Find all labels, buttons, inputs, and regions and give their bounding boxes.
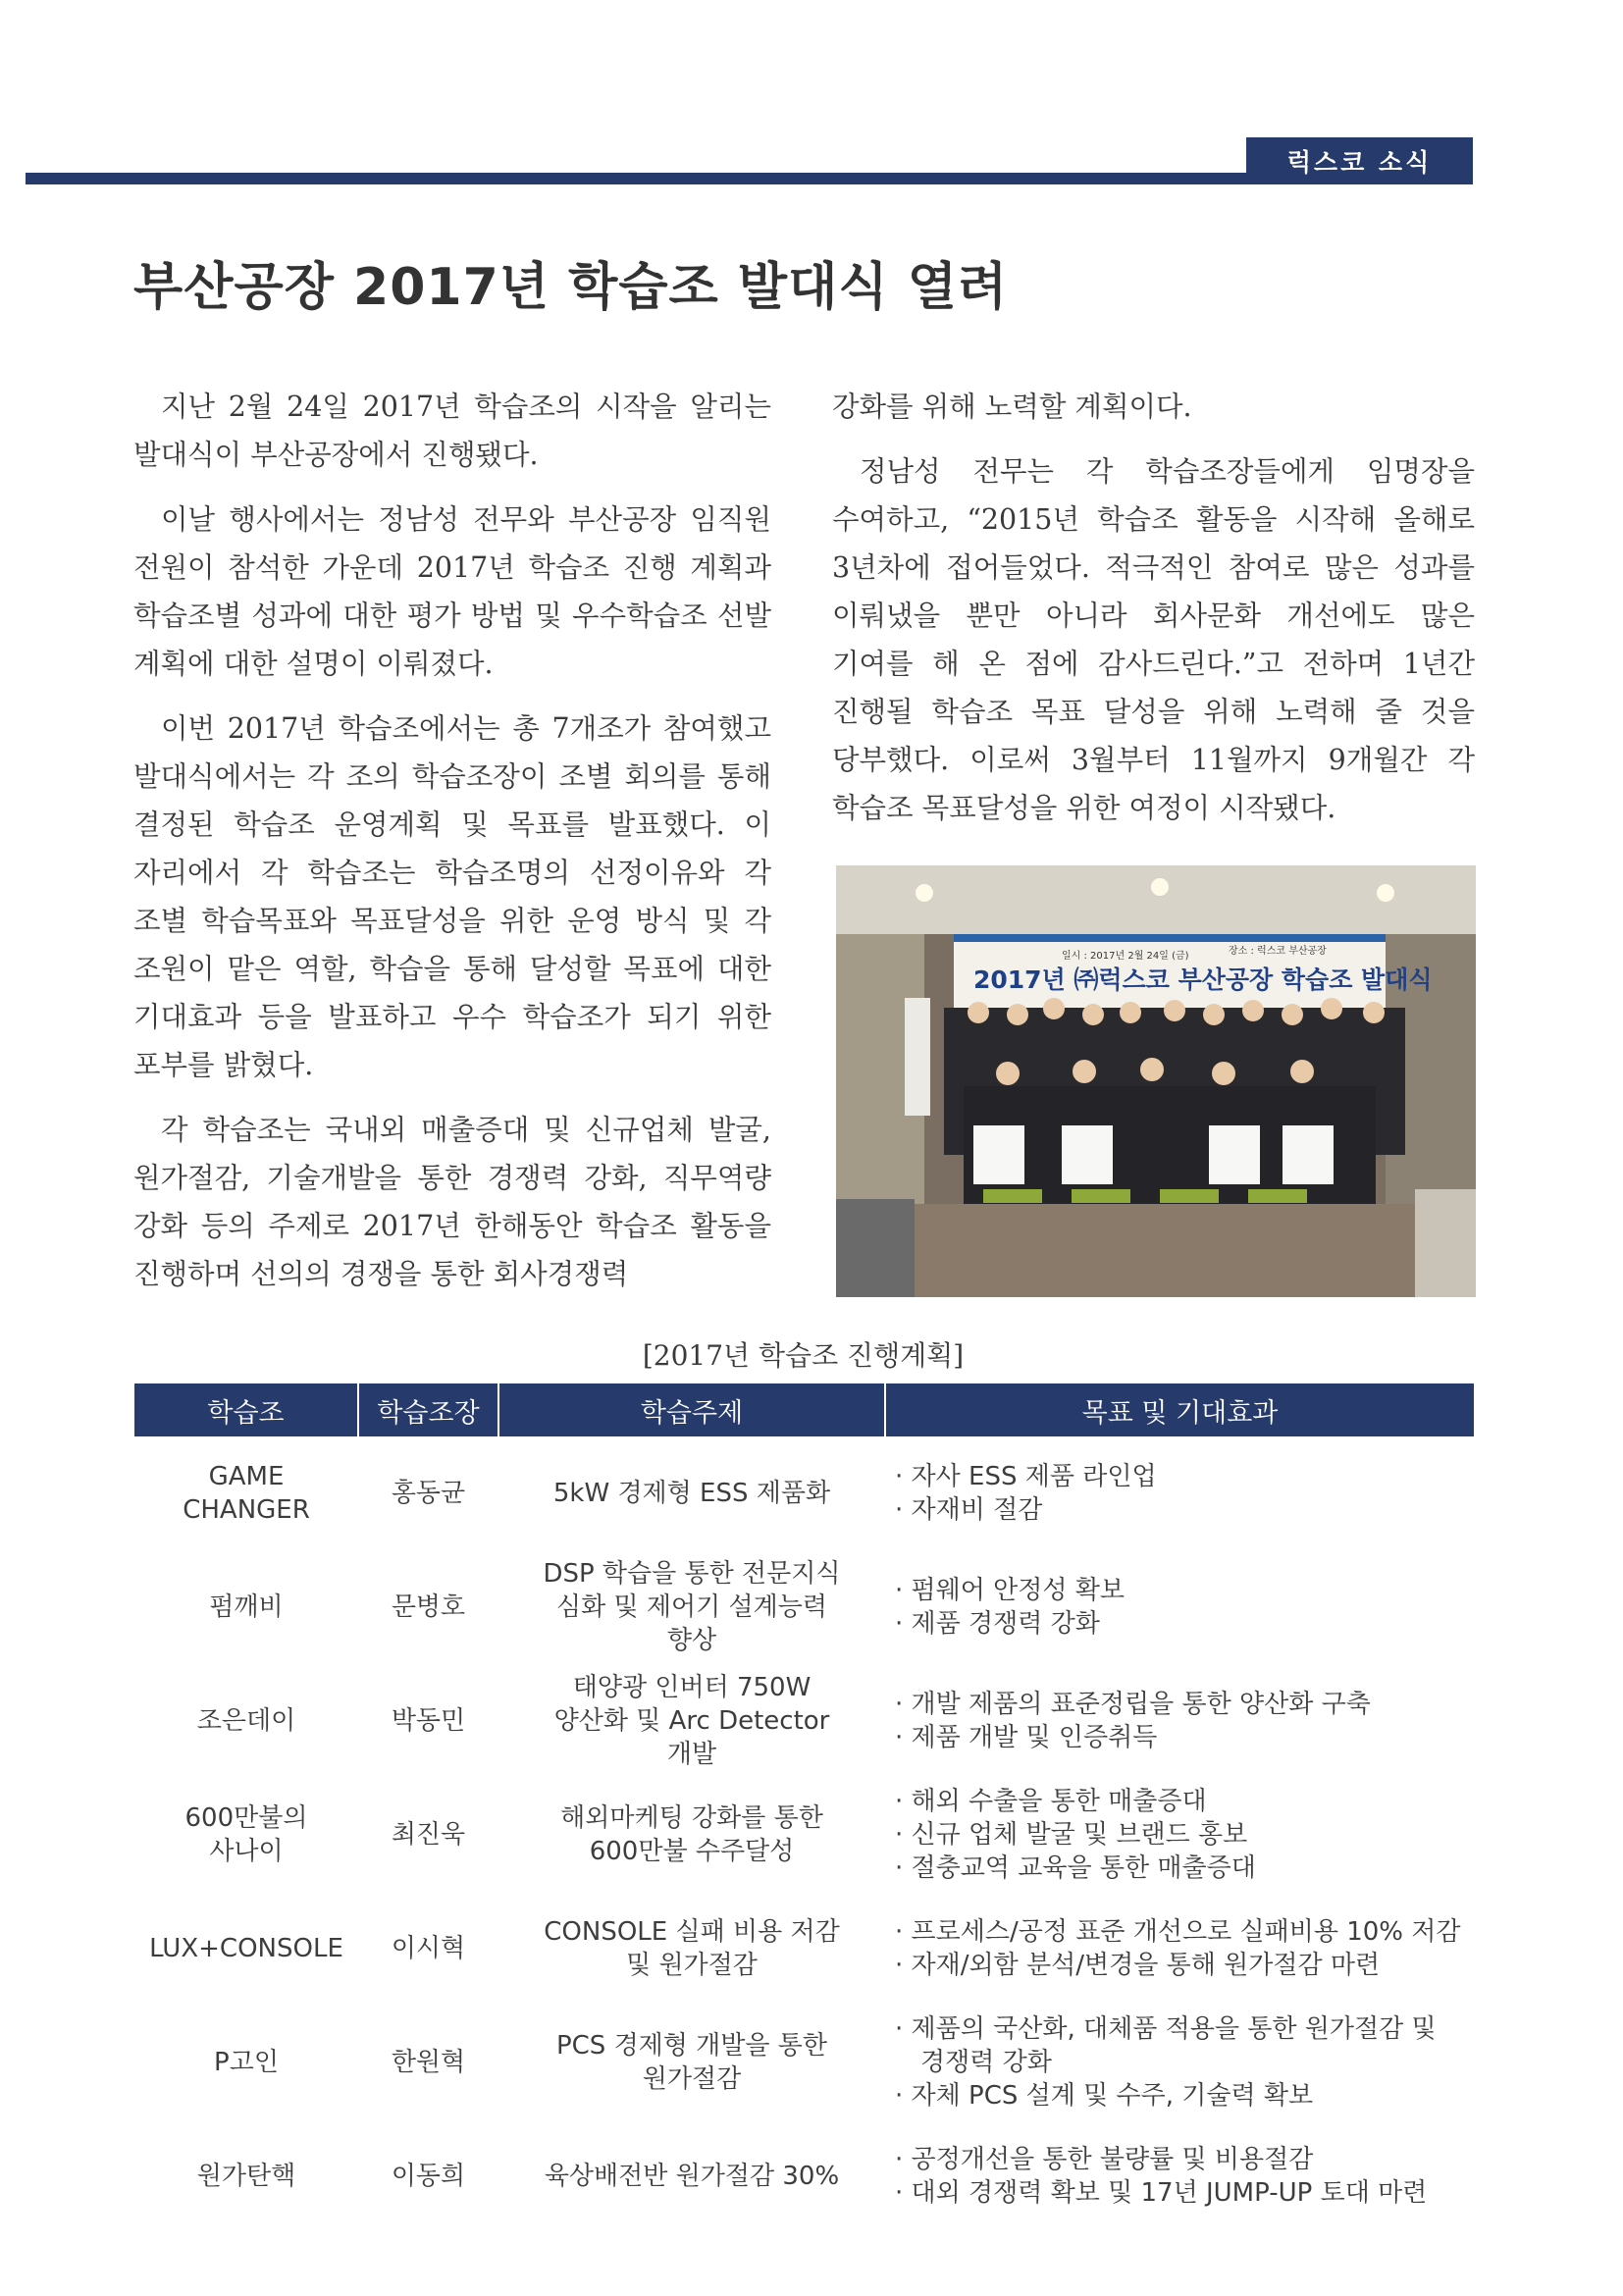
table-row xyxy=(134,1436,1474,1550)
study-topic: 원가절감 xyxy=(642,2064,742,2094)
team-name: P고인 xyxy=(214,2048,279,2077)
paragraph: 각 학습조는 국내외 매출증대 및 신규업체 발굴, 원가절감, 기술개발을 통한 경쟁력 강화, 직무역량 강화 등의 주제로 2017년 한해동안 학습조 활동을 진행하며 선의의 경쟁을 통한 회사경쟁력 xyxy=(133,1114,771,1290)
goals-cell xyxy=(885,1550,1474,1664)
table-row xyxy=(134,1550,1474,1664)
study-topic-cell xyxy=(498,1664,885,1778)
team-name: 원가탄핵 xyxy=(196,2162,296,2191)
table-row xyxy=(134,2119,1474,2233)
study-topic-cell xyxy=(498,1892,885,2006)
team-leader-cell xyxy=(358,2119,498,2233)
article-title: 부산공장 2017년 학습조 발대식 열려 xyxy=(133,258,1009,317)
paragraph: 지난 2월 24일 2017년 학습조의 시작을 알리는 발대식이 부산공장에서 진행됐다. xyxy=(133,391,771,471)
study-topic: PCS 경제형 개발을 통한 xyxy=(555,2031,828,2061)
table-row xyxy=(134,1664,1474,1778)
team-name: 600만불의 xyxy=(184,1803,308,1833)
goal-item: · 제품의 국산화, 대체품 적용을 통한 원가절감 및 경쟁력 강화 xyxy=(895,2014,1437,2077)
team-name: 펌깨비 xyxy=(209,1592,284,1622)
column-header-leader: 학습조장 xyxy=(358,1383,498,1436)
study-topic: 양산화 및 Arc Detector xyxy=(553,1706,830,1736)
study-topic: CONSOLE 실패 비용 저감 xyxy=(544,1917,840,1947)
goal-item: · 자재비 절감 xyxy=(895,1495,1043,1525)
goal-item: · 펌웨어 안정성 확보 xyxy=(895,1576,1125,1605)
goals-cell xyxy=(885,1664,1474,1778)
study-topic: 개발 xyxy=(666,1740,717,1769)
study-topic: 심화 및 제어기 설계능력 xyxy=(556,1592,827,1622)
team-leader-cell xyxy=(358,1436,498,1550)
banner-place-text: 장소 : 럭스코 부산공장 xyxy=(1229,946,1327,957)
team-leader: 홍동균 xyxy=(391,1479,466,1508)
study-topic: DSP 학습을 통한 전문지식 xyxy=(543,1559,841,1589)
goal-item: · 자재/외함 분석/변경을 통해 원가절감 마련 xyxy=(895,1951,1381,1980)
study-topic-cell xyxy=(498,1778,885,1892)
study-topic: 및 원가절감 xyxy=(626,1951,758,1980)
goals-cell xyxy=(885,1892,1474,2006)
goal-item: · 공정개선을 통한 불량률 및 비용절감 xyxy=(895,2145,1314,2174)
team-leader-cell xyxy=(358,1664,498,1778)
team-leader: 최진욱 xyxy=(391,1820,466,1850)
paragraph: 정남성 전무는 각 학습조장들에게 임명장을 수여하고, “2015년 학습조 활동을 시작해 올해로 3년차에 접어들었다. 적극적인 참여로 많은 성과를 이뤄냈을 뿐만 아니라 회사문화 개선에도 많은 기여를 해 온 점에 감사드린다.”고 전하며 1년간 진행될 학습조 목표 달성을 위해 노력해 줄 것을 당부했다. 이로써 3월부터 11월까지 9개월간 각 학습조 목표달성을 위한 여정이 시작됐다. xyxy=(832,455,1475,824)
study-topic-cell xyxy=(498,1550,885,1664)
team-leader-cell xyxy=(358,1778,498,1892)
table-row xyxy=(134,1892,1474,2006)
study-topic: 향상 xyxy=(666,1626,717,1655)
team-name: 사나이 xyxy=(209,1837,284,1866)
team-name: 조은데이 xyxy=(196,1706,296,1736)
study-topic-cell xyxy=(498,2119,885,2233)
column-header-goals: 목표 및 기대효과 xyxy=(885,1383,1474,1436)
goal-item: · 신규 업체 발굴 및 브랜드 홍보 xyxy=(895,1820,1248,1850)
team-name-cell xyxy=(134,2119,358,2233)
team-leader: 박동민 xyxy=(391,1706,466,1736)
goal-item: · 절충교역 교육을 통한 매출증대 xyxy=(895,1853,1256,1883)
study-topic: 5kW 경제형 ESS 제품화 xyxy=(552,1479,831,1508)
table-row xyxy=(134,2006,1474,2119)
goal-item: · 제품 개발 및 인증취득 xyxy=(895,1723,1158,1752)
team-name-cell xyxy=(134,1436,358,1550)
goal-item: · 자사 ESS 제품 라인업 xyxy=(895,1462,1157,1491)
team-leader: 이동희 xyxy=(391,2162,466,2191)
goals-cell xyxy=(885,1436,1474,1550)
team-leader-cell xyxy=(358,1892,498,2006)
goal-item: · 자체 PCS 설계 및 수주, 기술력 확보 xyxy=(895,2081,1314,2111)
paragraph-continuation: 강화를 위해 노력할 계획이다. xyxy=(832,391,1192,423)
study-topic-cell xyxy=(498,1436,885,1550)
team-leader-cell xyxy=(358,2006,498,2119)
goals-cell xyxy=(885,1778,1474,1892)
article-left-column xyxy=(133,383,771,1315)
goal-item: · 대외 경쟁력 확보 및 17년 JUMP-UP 토대 마련 xyxy=(895,2178,1428,2208)
team-name-cell xyxy=(134,2006,358,2119)
article-right-column xyxy=(832,383,1475,849)
team-leader-cell xyxy=(358,1550,498,1664)
team-name: LUX+CONSOLE xyxy=(149,1934,343,1963)
event-group-photo xyxy=(836,865,1476,1297)
study-topic: 육상배전반 원가절감 30% xyxy=(544,2162,840,2191)
table-header-row xyxy=(134,1383,1474,1436)
column-header-topic: 학습주제 xyxy=(498,1383,885,1436)
team-name-cell xyxy=(134,1664,358,1778)
goals-cell xyxy=(885,2006,1474,2119)
goal-item: · 프로세스/공정 표준 개선으로 실패비용 10% 저감 xyxy=(895,1917,1461,1947)
goal-item: · 제품 경쟁력 강화 xyxy=(895,1609,1100,1639)
study-plan-table xyxy=(134,1383,1474,2233)
banner-date-text: 일시 : 2017년 2월 24일 (금) xyxy=(1062,951,1189,962)
goal-item: · 개발 제품의 표준정립을 통한 양산화 구축 xyxy=(895,1690,1371,1719)
goals-cell xyxy=(885,2119,1474,2233)
team-name-cell xyxy=(134,1550,358,1664)
study-topic-cell xyxy=(498,2006,885,2119)
banner-title-text: 2017년 ㈜럭스코 부산공장 학습조 발대식 xyxy=(973,965,1433,994)
goal-item: · 해외 수출을 통한 매출증대 xyxy=(895,1787,1207,1816)
section-tab: 럭스코 소식 xyxy=(1246,137,1473,184)
column-header-team: 학습조 xyxy=(134,1383,358,1436)
team-name: CHANGER xyxy=(183,1495,310,1525)
paragraph: 이날 행사에서는 정남성 전무와 부산공장 임직원 전원이 참석한 가운데 2017년 학습조 진행 계획과 학습조별 성과에 대한 평가 방법 및 우수학습조 선발 계획에 대한 설명이 이뤄졌다. xyxy=(133,503,771,680)
study-topic: 태양광 인버터 750W xyxy=(572,1673,812,1702)
study-topic: 600만불 수주달성 xyxy=(589,1837,795,1866)
team-name-cell xyxy=(134,1892,358,2006)
team-name: GAME xyxy=(208,1462,285,1491)
table-caption: [2017년 학습조 진행계획] xyxy=(642,1339,965,1372)
team-leader: 문병호 xyxy=(391,1592,466,1622)
team-name-cell xyxy=(134,1778,358,1892)
study-topic: 해외마케팅 강화를 통한 xyxy=(560,1803,823,1833)
team-leader: 이시혁 xyxy=(391,1934,466,1963)
table-row xyxy=(134,1778,1474,1892)
team-leader: 한원혁 xyxy=(391,2048,466,2077)
paragraph: 이번 2017년 학습조에서는 총 7개조가 참여했고 발대식에서는 각 조의 학습조장이 조별 회의를 통해 결정된 학습조 운영계획 및 목표를 발표했다. 이 자리에서 각 학습조는 학습조명의 선정이유와 각 조별 학습목표와 목표달성을 위한 운영 방식 및 각 조원이 맡은 역할, 학습을 통해 달성할 목표에 대한 기대효과 등을 발표하고 우수 학습조가 되기 위한 포부를 밝혔다. xyxy=(133,712,771,1081)
